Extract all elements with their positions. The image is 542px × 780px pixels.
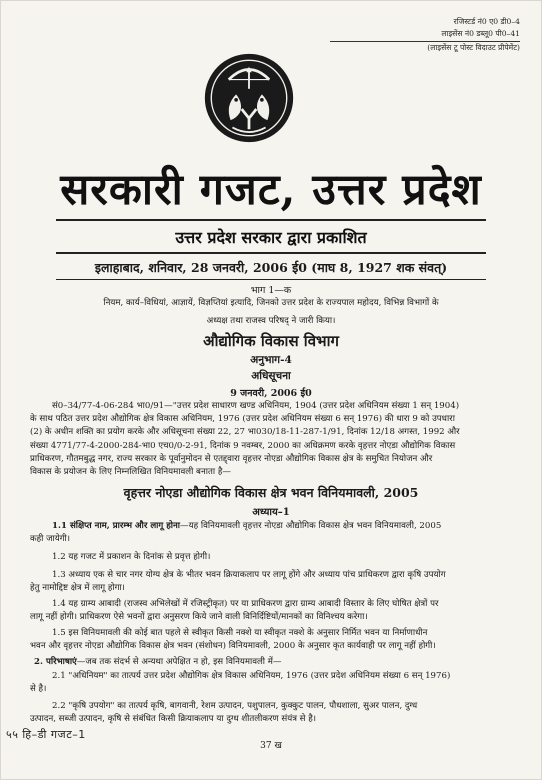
publisher-rule xyxy=(56,252,486,254)
intro-line: प्राधिकरण, गौतमबुद्ध नगर, राज्य सरकार के पूर्वानुमोदन से एतद्द्वारा वृहत्तर नोएडा औद्योगिक विकास क्षेत्र के समुचित नियोजन और xyxy=(30,453,433,464)
intro-line: संख्या 4771/77-4-2000-284-भा0 एच0/0-2-91, दिनांक 9 नवम्बर, 2000 का अधिक्रमण करके वृहत्तर नोएडा औद्योगिक विकास xyxy=(30,440,456,451)
chapter-heading: अध्याय–1 xyxy=(252,507,290,518)
clause-text: —यह विनियमावली वृहत्तर नोएडा औद्योगिक विकास क्षेत्र भवन विनियमावली, 2005 xyxy=(180,521,442,531)
part-description-cont: अध्यक्ष तथा राजस्व परिषद् ने जारी किया। xyxy=(206,316,336,326)
clause-heading: 2. परिभाषाएं xyxy=(34,657,77,667)
clause-text: उत्पादन, सब्जी उत्पादन, कृषि से संबंधित किसी क्रियाकलाप या दुग्ध शीतलीकरण संयंत्र से है। xyxy=(30,714,317,725)
clause-text: लागू नहीं होगी। प्राधिकरण ऐसे भवनों द्वारा अनुसरण किये जाने वाली विनिर्दिष्टियों/मानकों का विनिश्चय करेगा। xyxy=(30,612,368,623)
section-heading: अनुभाग-4 xyxy=(250,354,292,366)
up-emblem-icon xyxy=(203,52,295,144)
clause-text: भवन और वृहत्तर नोएडा औद्योगिक विकास क्षेत्र भवन (संशोधन) विनियमावली, 2000 के अनुसार कृत कार्यवाही पर लागू नहीं होगी। xyxy=(30,641,436,652)
notification-date: 9 जनवरी, 2006 ई0 xyxy=(230,388,312,399)
clause-text: हेतु नामोद्दिष्ट क्षेत्र में लागू होगा। xyxy=(30,583,125,594)
intro-line: सं0–34/77-4-06-284 भा0/91—"उत्तर प्रदेश साधारण खण्ड अधिनियम, 1904 (उत्तर प्रदेश अधिनियम संख्या 1 सन् 1904) xyxy=(52,401,460,411)
notification-heading: अधिसूचना xyxy=(251,370,291,382)
intro-line: (2) के अधीन शक्ति का प्रयोग करके और अधिसूचना संख्या 22, 27 भा030/18-11-287-1/91, दिनांक 12/18 अगस्त, 1992 और xyxy=(30,427,460,438)
clause-1-1 xyxy=(30,520,518,546)
intro-line: विकास के प्रयोजन के लिए निम्नलिखित विनियमावली बनाता है— xyxy=(30,467,231,478)
department-heading: औद्योगिक विकास विभाग xyxy=(203,332,339,350)
clause-text: —जब तक संदर्भ से अन्यथा अपेक्षित न हो, इस विनियमावली में— xyxy=(76,657,282,667)
handwritten-note: ५५ हि–डी गजट–1 xyxy=(6,728,86,741)
license-note: (लाइसेंस टू पोस्ट विदाउट प्रीपेमेंट) xyxy=(427,43,520,52)
publisher-line: उत्तर प्रदेश सरकार द्वारा प्रकाशित xyxy=(175,228,367,247)
clause-1-2: 1.2 यह गजट में प्रकाशन के दिनांक से प्रवृत्त होगी। xyxy=(52,552,211,562)
part-heading: भाग 1—क xyxy=(250,285,292,296)
part-description: नियम, कार्य–विधियां, आज्ञायें, विज्ञप्तियां इत्यादि, जिनको उत्तर प्रदेश के राज्यपाल महोदय, विभिन्न विभागों के xyxy=(103,298,439,308)
clause-1-5 xyxy=(30,627,518,653)
clause-1-3 xyxy=(30,569,518,595)
clause-2 xyxy=(34,656,518,669)
page-number: 37 ख xyxy=(260,741,282,751)
clause-text: 1.4 यह ग्राम्य आबादी (राजस्व अभिलेखों में रजिस्ट्रीकृत) पर या प्राधिकरण द्वारा ग्राम्य आबादी विस्तार के लिए घोषित क्षेत्रों पर xyxy=(52,599,439,609)
clause-text: 1.5 इस विनियमावली की कोई बात पहले से स्वीकृत किसी नक्शे या स्वीकृत नक्शे के अनुसार निर्मित भवन या निर्माणाधीन xyxy=(52,628,428,638)
clause-1-4 xyxy=(30,598,518,624)
registration-block xyxy=(330,16,520,54)
clause-text: से है। xyxy=(30,684,47,695)
clause-2-1 xyxy=(30,670,518,696)
license-number: लाइसेंस नं0 डब्लू0 पी0–41 xyxy=(441,29,520,38)
clause-text: कही जायेगी। xyxy=(30,534,71,545)
clause-text: 2.1 "अधिनियम" का तात्पर्य उत्तर प्रदेश औद्योगिक क्षेत्र विकास अधिनियम, 1976 (उत्तर प्रदेश अधिनियम संख्या 6 सन् 1976) xyxy=(52,671,451,681)
dateline: इलाहाबाद, शनिवार, 28 जनवरी, 2006 ई0 (माघ 8, 1927 शक संवत्) xyxy=(94,260,448,275)
dateline-rule xyxy=(56,279,486,280)
registration-number: रजिस्टर्ड नं0 ए0 डी0–4 xyxy=(453,17,520,26)
notification-intro xyxy=(30,400,518,479)
title-rule xyxy=(56,219,486,221)
clause-text: 2.2 "कृषि उपयोग" का तात्पर्य कृषि, बागवानी, रेशम उत्पादन, पशुपालन, कुक्कुट पालन, पौधशाला, सुअर पालन, दुग्ध xyxy=(52,701,418,711)
gazette-title: सरकारी गजट, उत्तर प्रदेश xyxy=(60,165,482,215)
clause-heading: 1.1 संक्षिप्त नाम, प्रारम्भ और लागू होना xyxy=(52,521,181,531)
clause-2-2 xyxy=(30,700,518,726)
clause-text: 1.3 अध्याय एक से चार नगर योग्य क्षेत्र के भीतर भवन क्रियाकलाप पर लागू होंगे और अध्याय पांच प्राधिकरण द्वारा कृषि उपयोग xyxy=(52,570,446,580)
intro-line: के साथ पठित उत्तर प्रदेश औद्योगिक क्षेत्र विकास अधिनियम, 1976 (उत्तर प्रदेश अधिनियम संख्या 6 सन् 1976) की धारा 9 को उपधारा xyxy=(30,414,455,425)
regulation-title: वृहत्तर नोएडा औद्योगिक विकास क्षेत्र भवन विनियमावली, 2005 xyxy=(123,485,419,500)
